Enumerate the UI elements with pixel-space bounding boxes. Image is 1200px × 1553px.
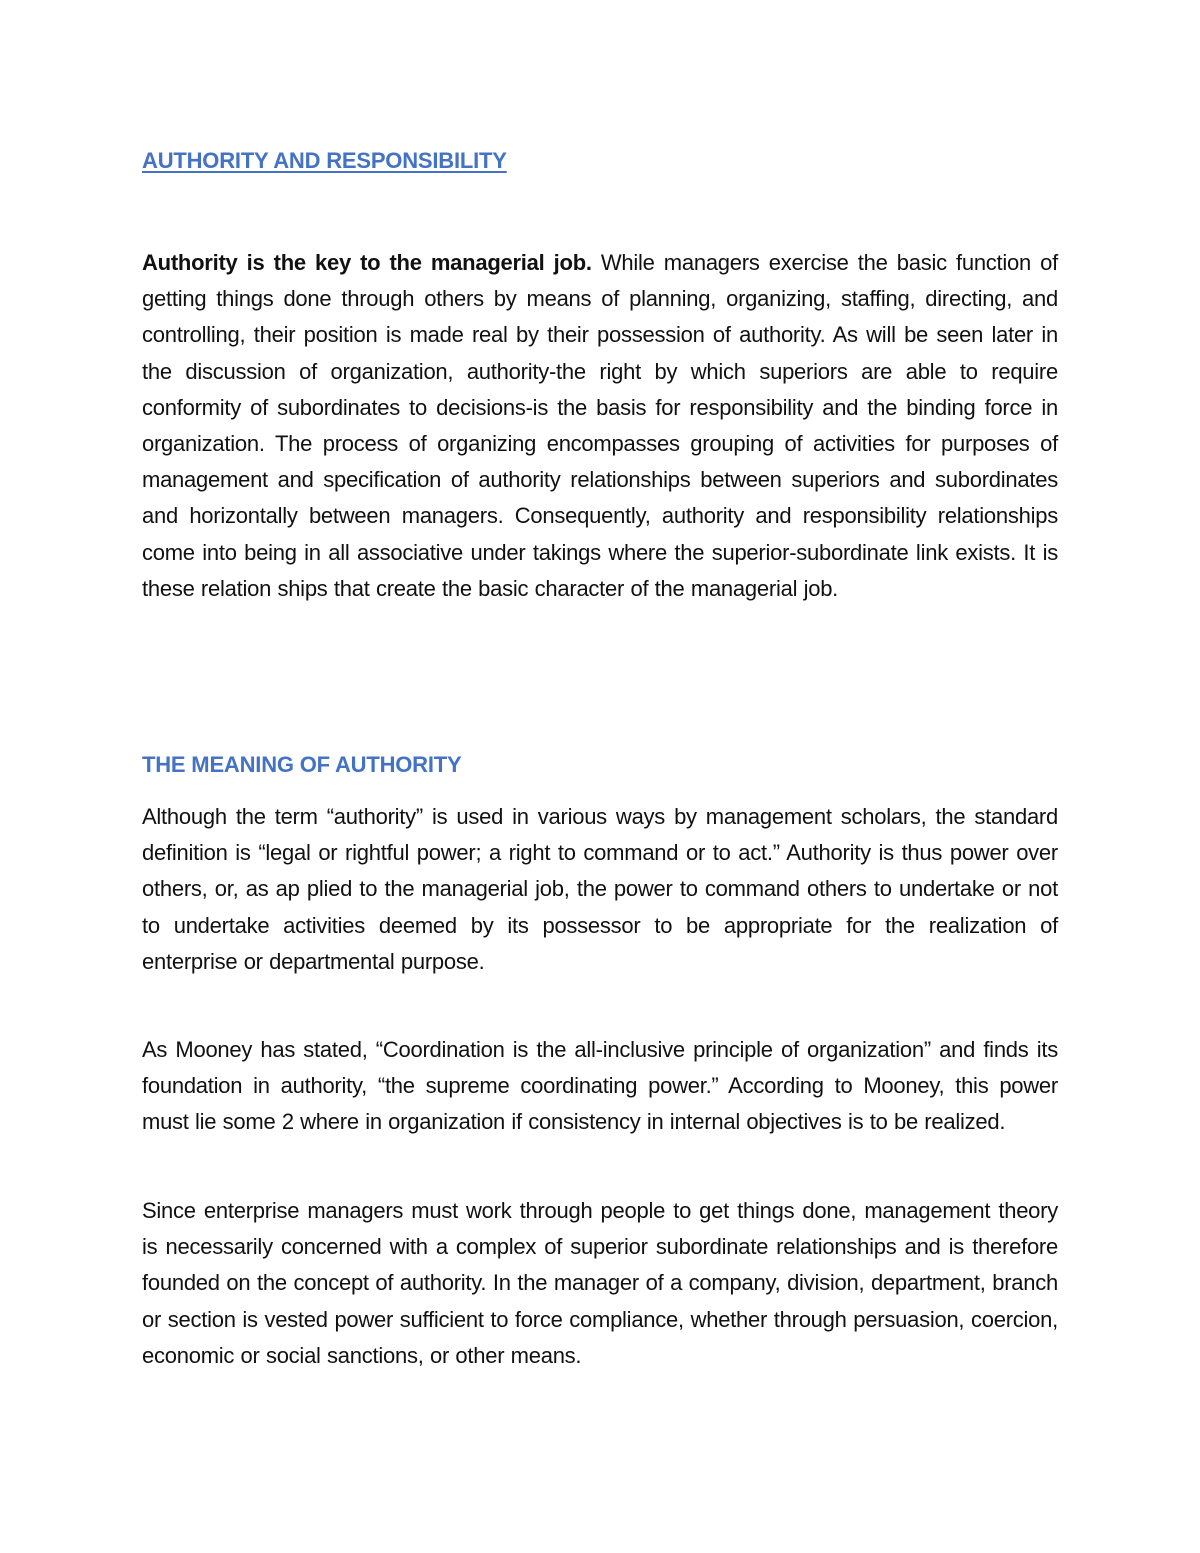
- meaning-heading: THE MEANING OF AUTHORITY: [142, 752, 462, 777]
- definition-paragraph: Although the term “authority” is used in various ways by management scholars, the standard definition is “legal or rightful power; a right to command or to act.” Authority is thus power over others, or, as ap plied to the managerial job, the power to command others to undertake or not to undertake activities deemed by its possessor to be appropriate for the realization of enterprise or departmental purpose.: [142, 804, 1058, 974]
- mooney-paragraph: As Mooney has stated, “Coordination is the all-inclusive principle of organization” and finds its foundation in authority, “the supreme coordinating power.” According to Mooney, this power must lie some 2 where in organization if consistency in internal objectives is to be realized.: [142, 1037, 1058, 1135]
- intro-body-text: While managers exercise the basic function of getting things done through others by means of planning, organizing, staffing, directing, and controlling, their position is made real by their possession of authority. As will be seen later in the discussion of organization, authority-the right by which superiors are able to require conformity of subordinates to decisions-is the basis for responsibility and the binding force in organization. The process of organizing encompasses grouping of activities for purposes of management and specification of authority relationships between superiors and subordinates and horizontally between managers. Consequently, authority and responsibility relationships come into being in all associative under takings where the superior-subordinate link exists. It is these relation ships that create the basic character of the managerial job.: [142, 250, 1058, 601]
- main-heading: AUTHORITY AND RESPONSIBILITY: [142, 148, 507, 173]
- intro-lead-sentence: Authority is the key to the managerial job.: [142, 250, 592, 275]
- intro-paragraph: [142, 245, 1058, 607]
- enterprise-managers-paragraph: Since enterprise managers must work through people to get things done, management theory is necessarily concerned with a complex of superior subordinate relationships and is therefore founded on the concept of authority. In the manager of a company, division, department, branch or section is vested power sufficient to force compliance, whether through persuasion, coercion, economic or social sanctions, or other means.: [142, 1198, 1058, 1368]
